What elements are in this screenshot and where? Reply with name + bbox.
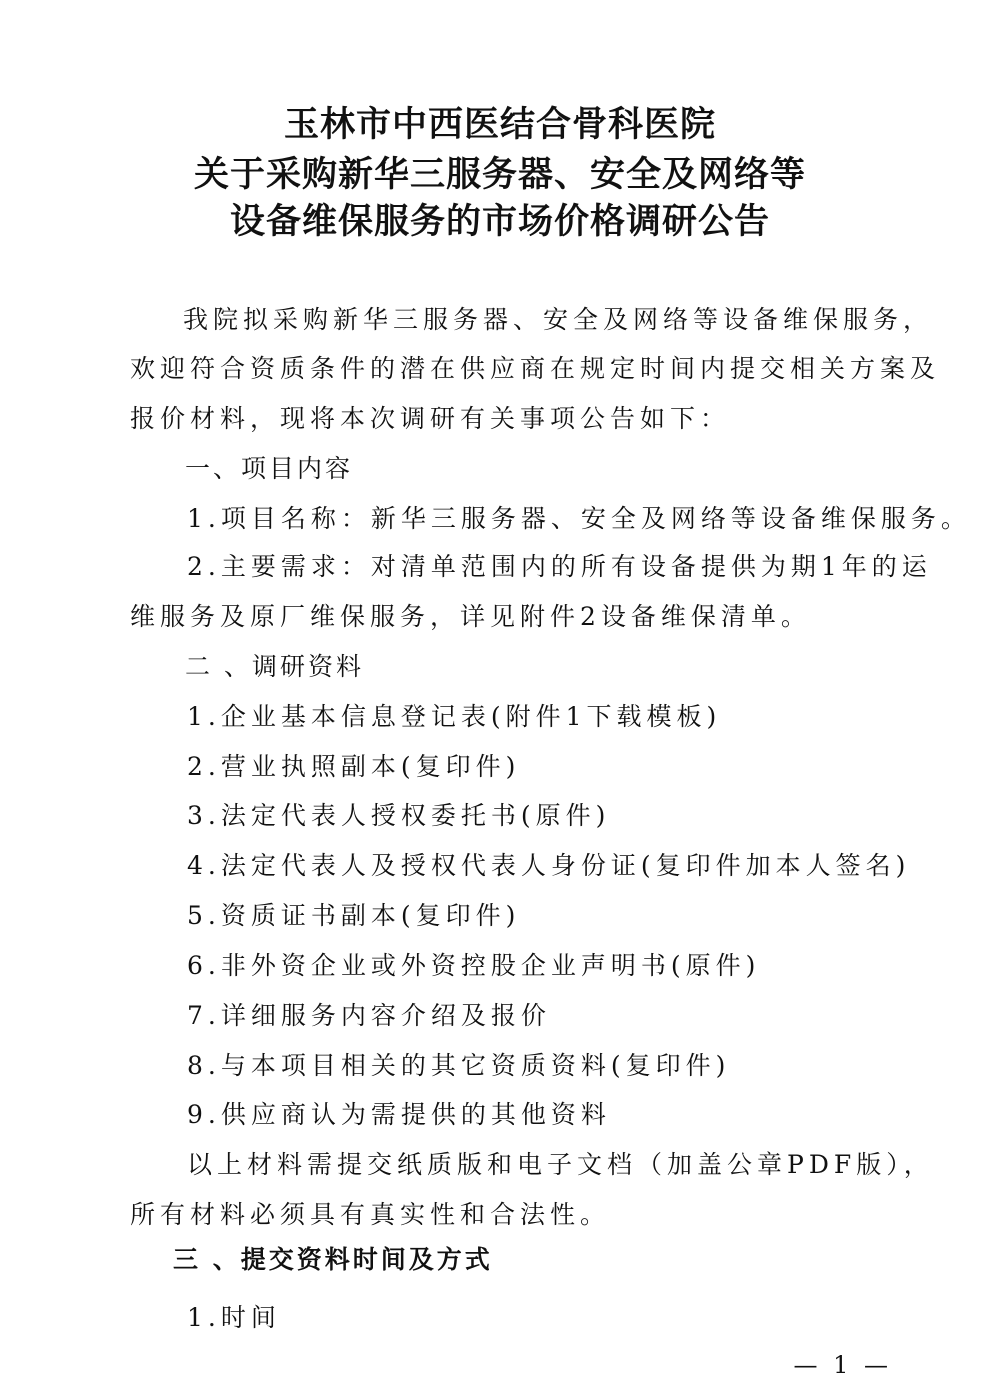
document-title-line-1: 玉林市中西医结合骨科医院 bbox=[283, 105, 716, 145]
section-2-item-2: 2.营业执照副本(复印件) bbox=[187, 752, 521, 781]
section-2-item-6: 6.非外资企业或外资控股企业声明书(原件) bbox=[187, 951, 761, 980]
intro-line-1: 我院拟采购新华三服务器、安全及网络等设备维保服务， bbox=[183, 305, 934, 334]
document-title-line-3: 设备维保服务的市场价格调研公告 bbox=[229, 202, 770, 242]
section-2-item-5: 5.资质证书副本(复印件) bbox=[187, 901, 521, 930]
section-2-item-4: 4.法定代表人及授权代表人身份证(复印件加本人签名) bbox=[187, 851, 911, 880]
section-2-note-line-2: 所有材料必须具有真实性和合法性。 bbox=[130, 1200, 611, 1229]
section-2-item-1: 1.企业基本信息登记表(附件1下载模板) bbox=[187, 702, 722, 731]
document-title-line-2: 关于采购新华三服务器、安全及网络等 bbox=[193, 155, 806, 195]
section-2-item-8: 8.与本项目相关的其它资质资料(复印件) bbox=[187, 1051, 731, 1080]
section-2-item-3: 3.法定代表人授权委托书(原件) bbox=[187, 801, 611, 830]
intro-line-3: 报价材料，现将本次调研有关事项公告如下： bbox=[130, 404, 731, 433]
section-1-heading: 一、项目内容 bbox=[185, 454, 354, 483]
intro-line-2: 欢迎符合资质条件的潜在供应商在规定时间内提交相关方案及 bbox=[130, 354, 941, 383]
section-2-item-7: 7.详细服务内容介绍及报价 bbox=[187, 1001, 551, 1030]
section-2-heading: 二 、调研资料 bbox=[185, 652, 364, 681]
section-3-heading: 三 、提交资料时间及方式 bbox=[173, 1245, 493, 1274]
section-3-item-1: 1.时间 bbox=[187, 1303, 281, 1332]
section-1-item-2-line-1: 2.主要需求：对清单范围内的所有设备提供为期1年的运 bbox=[187, 552, 932, 581]
section-2-item-9: 9.供应商认为需提供的其他资料 bbox=[187, 1100, 611, 1129]
section-1-item-2-line-2: 维服务及原厂维保服务，详见附件2设备维保清单。 bbox=[130, 602, 811, 631]
page-number: — 1 — bbox=[793, 1351, 892, 1379]
section-1-item-1: 1.项目名称：新华三服务器、安全及网络等设备维保服务。 bbox=[187, 504, 971, 533]
section-2-note-line-1: 以上材料需提交纸质版和电子文档（加盖公章PDF版）， bbox=[187, 1150, 934, 1179]
